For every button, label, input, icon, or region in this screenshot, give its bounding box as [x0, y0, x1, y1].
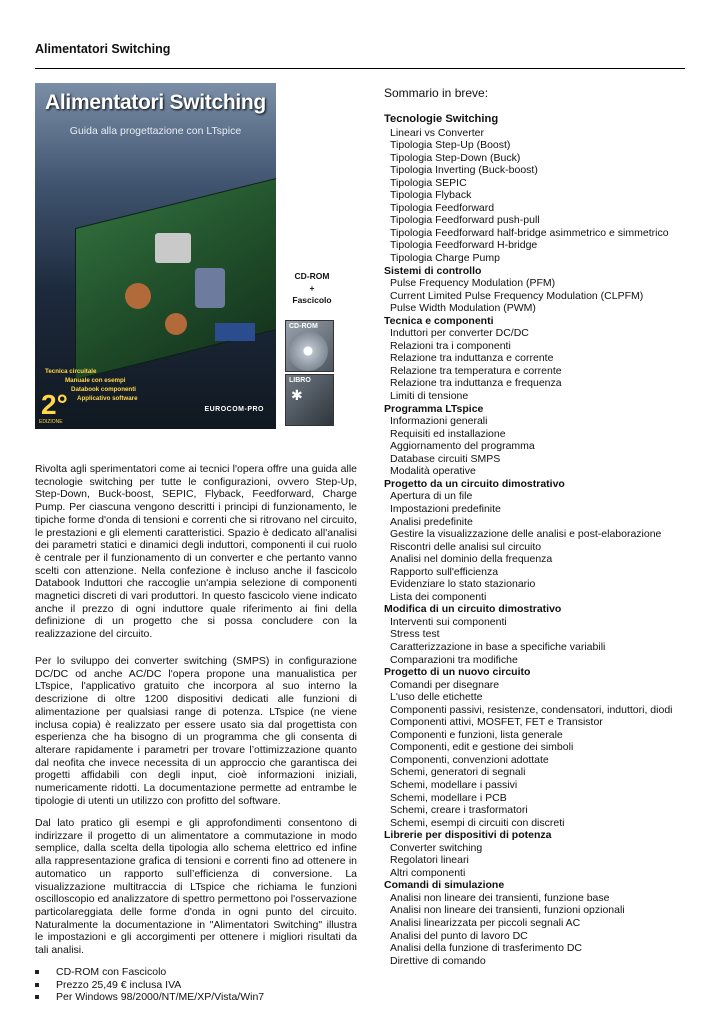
- square-bullet-icon: [35, 970, 39, 974]
- toc-item: Altri componenti: [390, 866, 466, 879]
- toc-item: Analisi linearizzata per piccoli segnali AC: [390, 917, 581, 929]
- feature-item: [35, 966, 264, 979]
- feature-item: [35, 979, 264, 992]
- toc-item: Schemi, modellare i passivi: [390, 778, 518, 791]
- toc-section-title: Tecnologie Switching: [384, 113, 499, 125]
- toc-item: Induttori per converter DC/DC: [390, 327, 529, 340]
- toc-section-title: Comandi di simulazione: [384, 879, 505, 892]
- feature-item: [35, 991, 264, 1004]
- cover-subtitle: Guida alla progettazione con LTspice: [69, 125, 242, 137]
- book-tag: LIBRO: [289, 377, 311, 384]
- component-illustration: [125, 283, 151, 309]
- title-divider: [35, 68, 685, 69]
- toc-item: Componenti, convenzioni adottate: [390, 753, 549, 766]
- toc-item: Regolatori lineari: [390, 854, 469, 867]
- cover-bullet: Databook componenti: [71, 386, 136, 393]
- description-paragraph: Dal lato pratico gli esempi e gli approfondimenti consentono di indirizzare il progetto di un alimentatore a commutazione in modo semplice, dalla scelta della tipologia allo schema elettrico ed infine alla rappresentazione grafica di tensioni e correnti fino ad ottenere in automatico un rapporto sull’efficienza di conversione. La visualizzazione multitraccia di LTspice che richiama le funzioni oscilloscopio ed analizzatore di spettro permettono poi l'osservazione particolareggiata delle forme d'onda in ogni punto del circuito. Naturalmente la documentazione in "Alimentatori Switching" illustra le impostazioni e gli accorgimenti per ottenere i migliori risultati da tali analisi.: [35, 817, 357, 957]
- toc-section-title: Tecnica e componenti: [384, 314, 494, 327]
- toc-section-title: Progetto da un circuito dimostrativo: [384, 477, 565, 490]
- toc-item: Comparazioni tra modifiche: [390, 653, 518, 666]
- toc-item: Componenti, edit e gestione dei simboli: [390, 741, 574, 754]
- toc-item: Rapporto sull'efficienza: [390, 565, 499, 578]
- toc-item: Interventi sui componenti: [390, 615, 507, 628]
- toc-item: Tipologia Feedforward H-bridge: [390, 239, 538, 252]
- cdrom-thumbnail: [285, 320, 334, 372]
- toc-item: Tipologia Inverting (Buck-boost): [390, 164, 538, 177]
- toc-item: Componenti passivi, resistenze, condensatori, induttori, diodi: [390, 703, 673, 716]
- toc-item: Lista dei componenti: [390, 590, 487, 603]
- toc-section-title: Librerie per dispositivi di potenza: [384, 829, 552, 842]
- toc-item: Tipologia Feedforward: [390, 201, 495, 214]
- cdrom-label: [286, 270, 338, 306]
- component-illustration: [165, 313, 187, 335]
- cover-edition-number: 2°: [41, 389, 68, 420]
- book-cover-image: [35, 83, 276, 429]
- toc-item: Apertura di un file: [390, 490, 473, 503]
- toc-item: Limiti di tensione: [390, 390, 469, 403]
- toc-item: Tipologia Flyback: [390, 189, 472, 202]
- toc-section-title: Programma LTspice: [384, 402, 484, 415]
- feature-text: Prezzo 25,49 € inclusa IVA: [56, 978, 182, 991]
- cover-bullet: Manuale con esempi: [65, 377, 126, 384]
- toc-item: Database circuiti SMPS: [390, 452, 501, 465]
- toc-item: Current Limited Pulse Frequency Modulation (CLPFM): [390, 289, 644, 302]
- toc-item: Direttive di comando: [390, 954, 486, 967]
- toc-item: Lineari vs Converter: [390, 126, 484, 139]
- toc-item: Aggiornamento del programma: [390, 440, 535, 453]
- toc-section-title: Sistemi di controllo: [384, 264, 482, 277]
- toc-item: Caratterizzazione in base a specifiche variabili: [390, 640, 606, 653]
- toc-item: Relazione tra induttanza e corrente: [390, 352, 554, 365]
- toc-item: Impostazioni predefinite: [390, 502, 501, 515]
- toc-item: Gestire la visualizzazione delle analisi e post-elaborazione: [390, 528, 662, 541]
- toc-item: Schemi, esempi di circuiti con discreti: [390, 816, 565, 829]
- toc-item: Analisi della funzione di trasferimento DC: [390, 942, 583, 955]
- toc-item: Relazione tra temperatura e corrente: [390, 364, 562, 377]
- cdrom-label-line: Fascicolo: [292, 295, 332, 305]
- toc-item: Analisi non lineare dei transienti, funzioni opzionali: [390, 904, 625, 917]
- toc-item: Schemi, generatori di segnali: [390, 766, 526, 779]
- circuit-board-illustration: [75, 178, 276, 380]
- feature-text: CD-ROM con Fascicolo: [56, 966, 167, 978]
- toc-item: Schemi, creare i trasformatori: [390, 804, 528, 817]
- toc-item: Tipologia Step-Down (Buck): [390, 151, 521, 164]
- cover-edition-label: EDIZIONE: [39, 419, 63, 425]
- toc-item: Analisi non lineare dei transienti, funzione base: [390, 891, 610, 904]
- toc-item: Evidenziare lo stato stazionario: [390, 578, 536, 591]
- toc-item: Tipologia SEPIC: [390, 176, 467, 189]
- toc-item: Informazioni generali: [390, 415, 488, 428]
- toc-item: Tipologia Feedforward half-bridge asimmetrico e simmetrico: [390, 226, 669, 239]
- toc-item: Relazioni tra i componenti: [390, 339, 511, 352]
- component-illustration: [215, 323, 255, 341]
- page-title: Alimentatori Switching: [35, 42, 171, 56]
- toc-item: Comandi per disegnare: [390, 678, 500, 691]
- cdrom-label-line: CD-ROM: [294, 271, 330, 281]
- description-paragraph: Rivolta agli sperimentatori come ai tecnici l'opera offre una guida alle tecnologie switching per tutte le configurazioni, ovvero Step-Up, Step-Down, Buck-boost, SEPIC, Flyback, Feedforward, Charge Pump. Per ciascuna vengono descritti i principi di funzionamento, le tipiche forme d'onda di tensioni e correnti che si ritrovano nel circuito, le prestazioni e gli elementi caratteristici. Spazio è dedicato all'analisi dei parametri statici e dinamici degli induttori, componenti il cui ruolo è centrale per il funzionamento di un converter e che pertanto vanno scelti con attenzione. Nella confezione è incluso anche il fascicolo Databook Induttori che raccoglie un'ampia selezione di componenti magnetici discreti di vari produttori. In questo fascicolo viene indicato anche il prezzo di ogni induttore quale riferimento ai fini della definizione di un progetto che si possa concludere con la realizzazione del circuito.: [35, 463, 357, 641]
- toc-item: Analisi del punto di lavoro DC: [390, 929, 528, 942]
- cover-title: Alimentatori Switching: [45, 91, 266, 114]
- book-thumbnail: [285, 374, 334, 426]
- toc-item: Stress test: [390, 628, 440, 641]
- toc-item: Relazione tra induttanza e frequenza: [390, 377, 562, 390]
- toc-item: Riscontri delle analisi sul circuito: [390, 540, 542, 553]
- toc-item: L'uso delle etichette: [390, 691, 483, 704]
- toc-item: Analisi nel dominio della frequenza: [390, 553, 553, 566]
- toc-section-title: Progetto di un nuovo circuito: [384, 666, 531, 679]
- toc-item: Schemi, modellare i PCB: [390, 791, 507, 804]
- toc-item: Converter switching: [390, 841, 483, 854]
- toc-item: Tipologia Step-Up (Boost): [390, 139, 511, 152]
- component-illustration: [195, 268, 225, 308]
- summary-heading: Sommario in breve:: [384, 86, 489, 100]
- toc-item: Analisi predefinite: [390, 515, 473, 528]
- star-icon: ✱: [291, 387, 303, 403]
- feature-text: Per Windows 98/2000/NT/ME/XP/Vista/Win7: [56, 991, 265, 1004]
- component-illustration: [155, 233, 191, 263]
- toc-item: Requisiti ed installazione: [390, 427, 506, 440]
- toc-item: Componenti e funzioni, lista generale: [390, 728, 563, 741]
- square-bullet-icon: [35, 995, 39, 999]
- cover-bullet: Applicativo software: [77, 395, 138, 402]
- description-paragraph: Per lo sviluppo dei converter switching (SMPS) in configurazione DC/DC od anche AC/DC l'opera propone una manualistica per LTspice, l'applicativo gratuito che incorpora al suo interno la descrizione di oltre 1200 dispositivi dedicati alle funzioni di alimentazione per qualsiasi range di potenza. LTspice (ne viene inclusa copia) è realizzato per essere usato sia dal progettista con esperienza che ha bisogno di un programma che gli consenta di alterare rapidamente i parametri per trovare l’ottimizzazione quanto dal neofita che invece necessita di un approccio che garantisca dei progetti affidabili con degli input, cioè informazioni iniziali, numericamente ridotti. La documentazione permette ad entrambe le tipologie di utenti un utilizzo con profitto del software.: [35, 655, 357, 807]
- cover-bullet: Tecnica circuitale: [45, 368, 97, 375]
- toc-item: Pulse Width Modulation (PWM): [390, 302, 536, 315]
- feature-list: [35, 966, 264, 1004]
- cd-tag: CD-ROM: [289, 323, 318, 330]
- cover-publisher: EUROCOM-PRO: [204, 406, 264, 413]
- toc-item: Modalità operative: [390, 465, 476, 478]
- square-bullet-icon: [35, 983, 39, 987]
- toc-item: Tipologia Feedforward push-pull: [390, 214, 540, 227]
- toc-item: Componenti attivi, MOSFET, FET e Transistor: [390, 716, 603, 729]
- table-of-contents: [384, 113, 714, 967]
- toc-section-title: Modifica di un circuito dimostrativo: [384, 603, 562, 616]
- cdrom-label-line: +: [309, 283, 315, 293]
- toc-item: Pulse Frequency Modulation (PFM): [390, 277, 556, 290]
- toc-item: Tipologia Charge Pump: [390, 252, 500, 265]
- cd-disc-icon: [288, 331, 328, 371]
